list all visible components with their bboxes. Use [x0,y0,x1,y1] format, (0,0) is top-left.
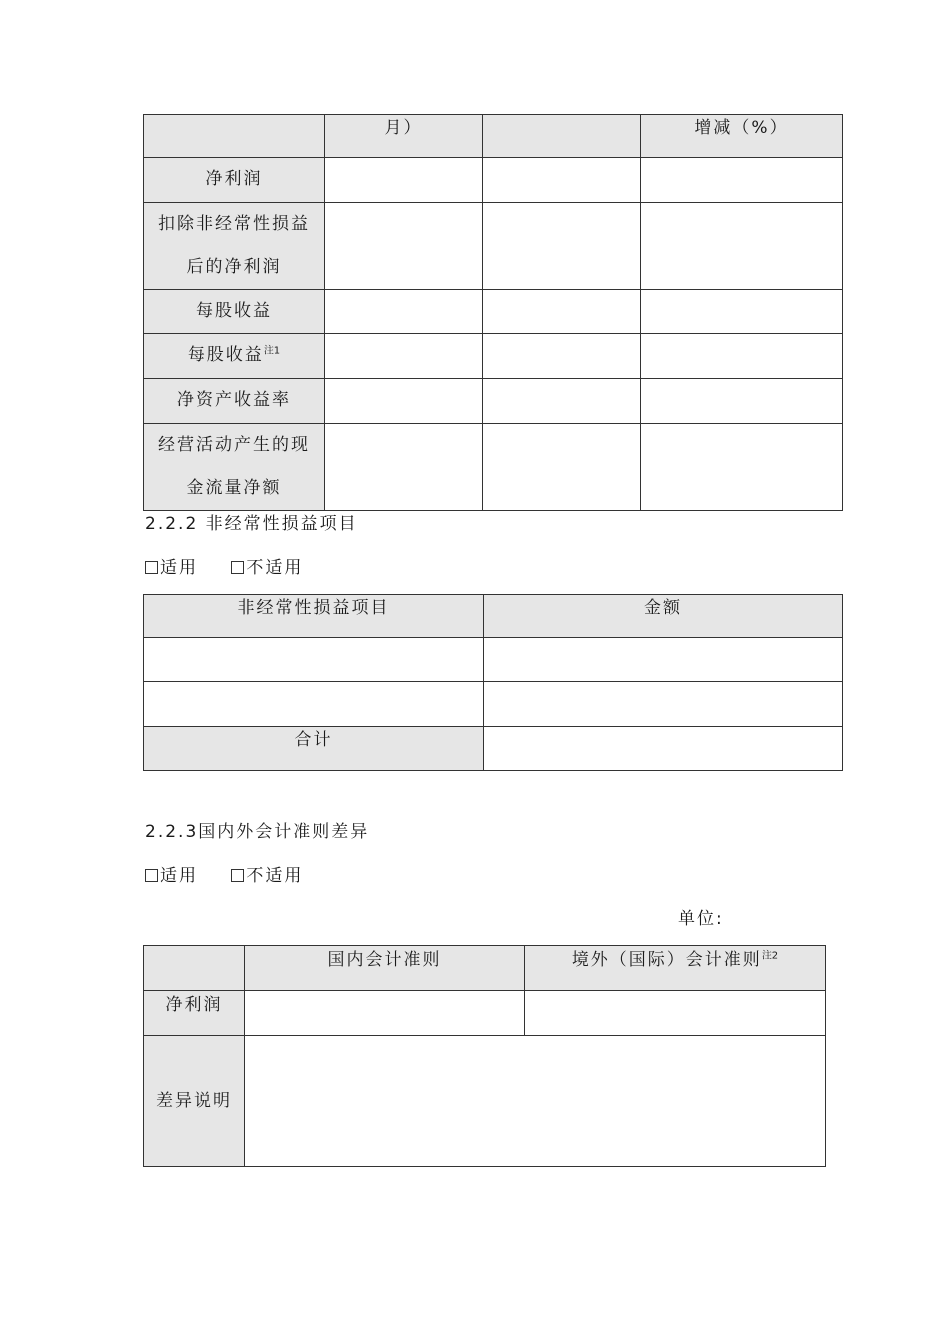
value-cell [483,290,641,334]
table-header-row [144,115,843,158]
table-row [144,1036,826,1167]
row-label-net-profit: 净利润 [144,991,245,1036]
applicability-options-223 [145,861,329,886]
value-cell [483,203,641,290]
value-cell [484,638,843,682]
header-cell-period: 月） [325,115,483,158]
value-cell [641,379,843,424]
option-applicable[interactable]: 适用 [145,861,198,886]
header-cell-domestic: 国内会计准则 [245,946,525,991]
accounting-standards-diff-table [143,945,826,1167]
value-cell [325,290,483,334]
header-cell-change: 增减（%） [641,115,843,158]
checkbox-icon[interactable] [231,561,244,574]
section-heading-222: 2.2.2 非经常性损益项目 [145,514,358,534]
value-cell [483,158,641,203]
value-cell [641,334,843,379]
total-value-cell [484,727,843,771]
row-label-roe: 净资产收益率 [144,379,325,424]
row-label-eps-note: 每股收益$^{注1}$ [144,334,325,379]
header-cell-overseas: 境外（国际）会计准则$^{注2}$ [525,946,826,991]
option-applicable[interactable]: 适用 [145,553,198,578]
value-cell [325,203,483,290]
value-cell [641,424,843,511]
table-row [144,991,826,1036]
row-label-eps: 每股收益 [144,290,325,334]
value-cell [245,991,525,1036]
footnote-marker: 注2 [761,950,779,962]
value-cell [325,379,483,424]
value-cell [483,379,641,424]
value-cell [483,334,641,379]
row-label-deducted-net-profit: 扣除非经常性损益 后的净利润 [144,203,325,290]
value-cell [641,158,843,203]
unit-label: 单位: [678,909,724,929]
header-cell-amount: 金额 [484,595,843,638]
row-label-operating-cash-flow: 经营活动产生的现 金流量净额 [144,424,325,511]
checkbox-icon[interactable] [145,869,158,882]
value-cell [144,638,484,682]
value-cell [325,424,483,511]
header-cell-item: 非经常性损益项目 [144,595,484,638]
table-row-total [144,727,843,771]
checkbox-icon[interactable] [145,561,158,574]
option-not-applicable[interactable]: 不适用 [231,861,303,886]
table-row [144,334,843,379]
section-heading-223: 2.2.3国内外会计准则差异 [145,822,370,842]
value-cell [483,424,641,511]
financial-indicators-table [143,114,843,511]
table-row [144,638,843,682]
value-cell [325,334,483,379]
option-not-applicable[interactable]: 不适用 [231,553,303,578]
table-row [144,379,843,424]
header-cell [144,115,325,158]
table-row [144,424,843,511]
total-label: 合计 [144,727,484,771]
table-header-row [144,595,843,638]
value-cell [325,158,483,203]
checkbox-icon[interactable] [231,869,244,882]
difference-description-cell [245,1036,826,1167]
footnote-marker: 注1 [263,345,281,357]
table-row [144,290,843,334]
row-label-difference: 差异说明 [144,1036,245,1167]
table-row [144,158,843,203]
header-cell [483,115,641,158]
value-cell [484,682,843,727]
table-row [144,203,843,290]
applicability-options-222 [145,553,329,578]
value-cell [641,203,843,290]
value-cell [641,290,843,334]
row-label-net-profit: 净利润 [144,158,325,203]
value-cell [525,991,826,1036]
non-recurring-items-table [143,594,843,771]
table-header-row [144,946,826,991]
